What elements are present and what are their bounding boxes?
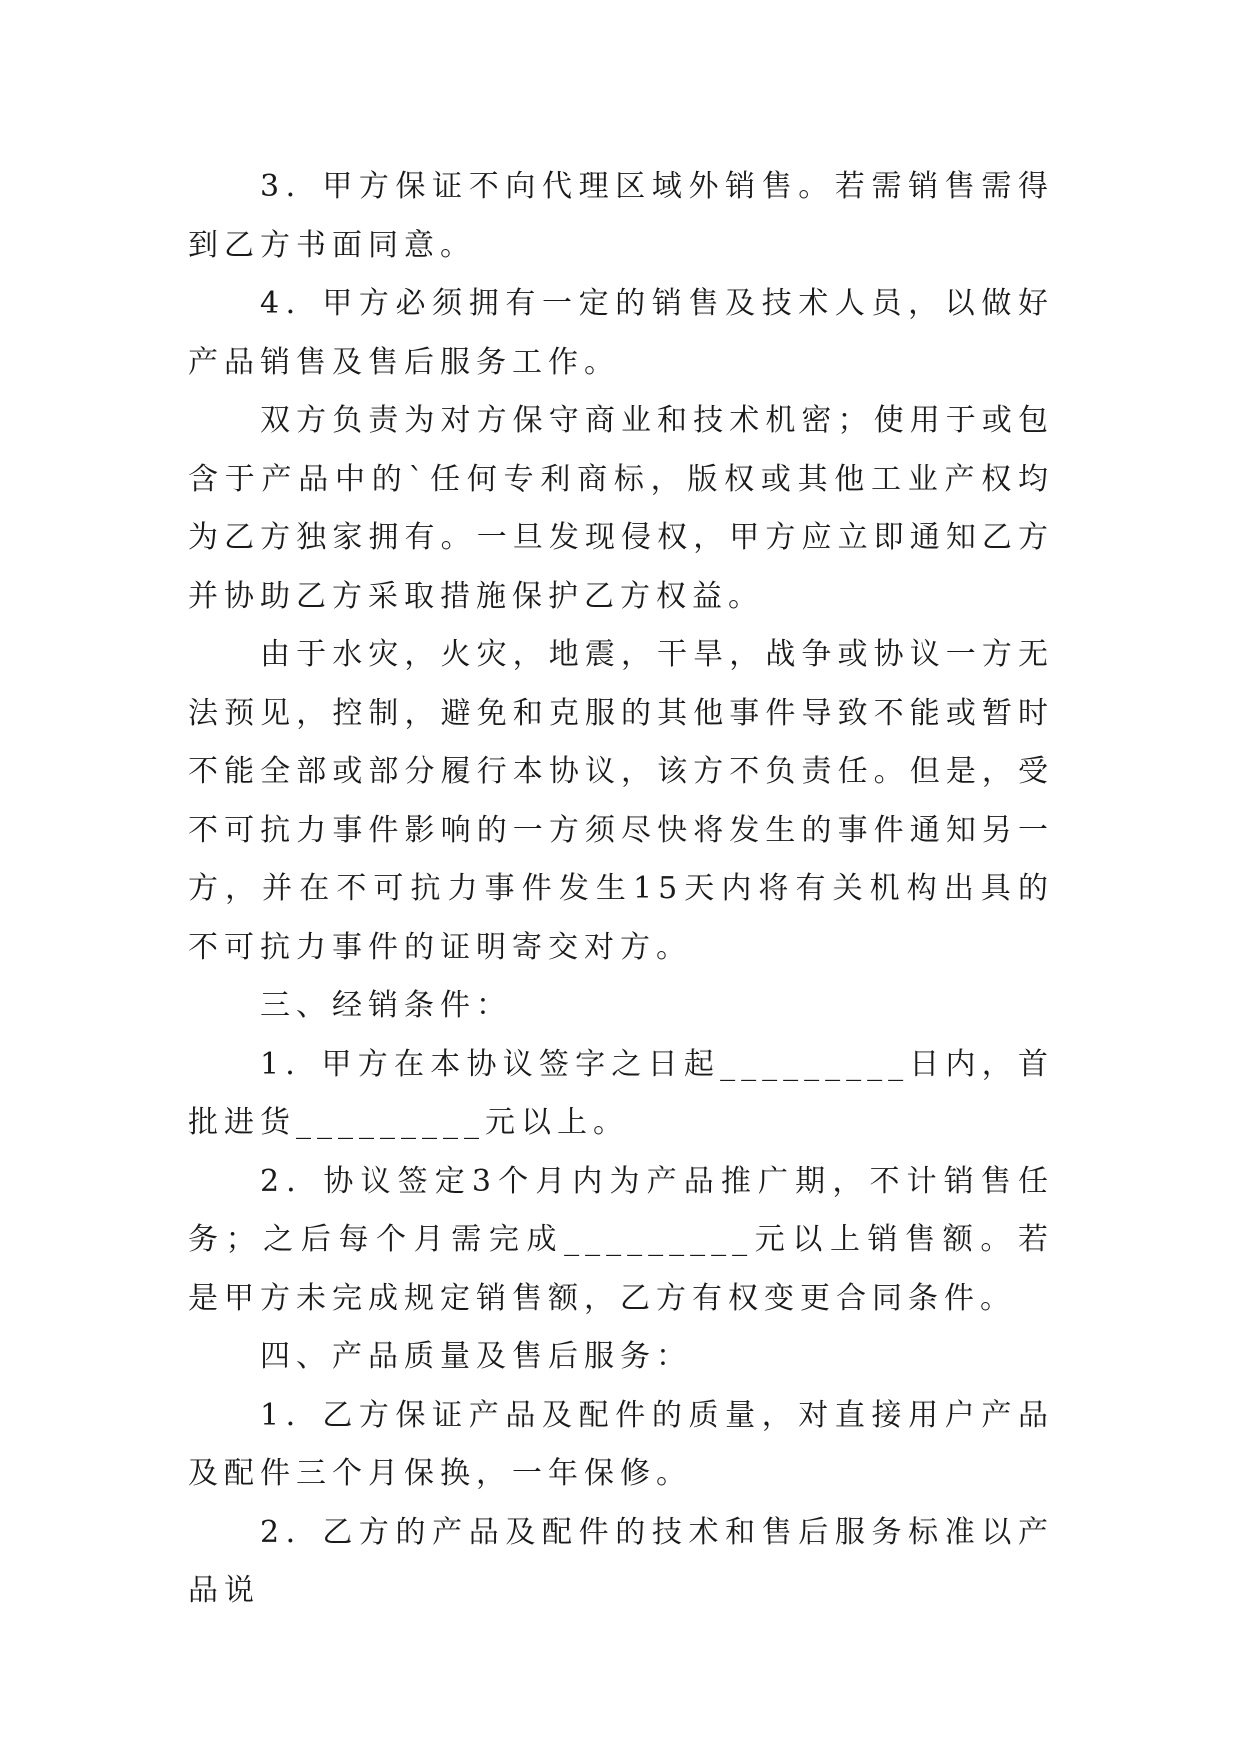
confidentiality-ip-paragraph: 双方负责为对方保守商业和技术机密；使用于或包含于产品中的`任何专利商标，版权或其他工业产权均为乙方独家拥有。一旦发现侵权，甲方应立即通知乙方并协助乙方采取措施保护乙方权益。 [188,403,1054,614]
section-3-heading: 三、经销条件： [260,988,512,1023]
distribution-condition-2: 2．协议签定3个月内为产品推广期，不计销售任务；之后每个月需完成_________元以上销售额。若是甲方未完成规定销售额，乙方有权变更合同条件。 [188,1163,1054,1316]
force-majeure-paragraph: 由于水灾，火灾，地震，干旱，战争或协议一方无法预见，控制，避免和克服的其他事件导致不能或暂时不能全部或部分履行本协议，该方不负责任。但是，受不可抗力事件影响的一方须尽快将发生的事件通知另一方，并在不可抗力事件发生15天内将有关机构出具的不可抗力事件的证明寄交对方。 [188,637,1054,965]
clause-4-staffing-requirement: 4．甲方必须拥有一定的销售及技术人员，以做好产品销售及售后服务工作。 [188,286,1054,380]
quality-clause-1: 1．乙方保证产品及配件的质量，对直接用户产品及配件三个月保换，一年保修。 [188,1397,1054,1491]
quality-clause-2: 2．乙方的产品及配件的技术和售后服务标准以产品说 [188,1514,1054,1608]
distribution-condition-1: 1．甲方在本协议签字之日起_________日内，首批进货_________元以上。 [188,1046,1054,1140]
section-4-heading: 四、产品质量及售后服务： [260,1339,692,1374]
clause-3-no-out-of-region-sales: 3．甲方保证不向代理区域外销售。若需销售需得到乙方书面同意。 [188,169,1054,263]
document-body [188,158,1054,1621]
